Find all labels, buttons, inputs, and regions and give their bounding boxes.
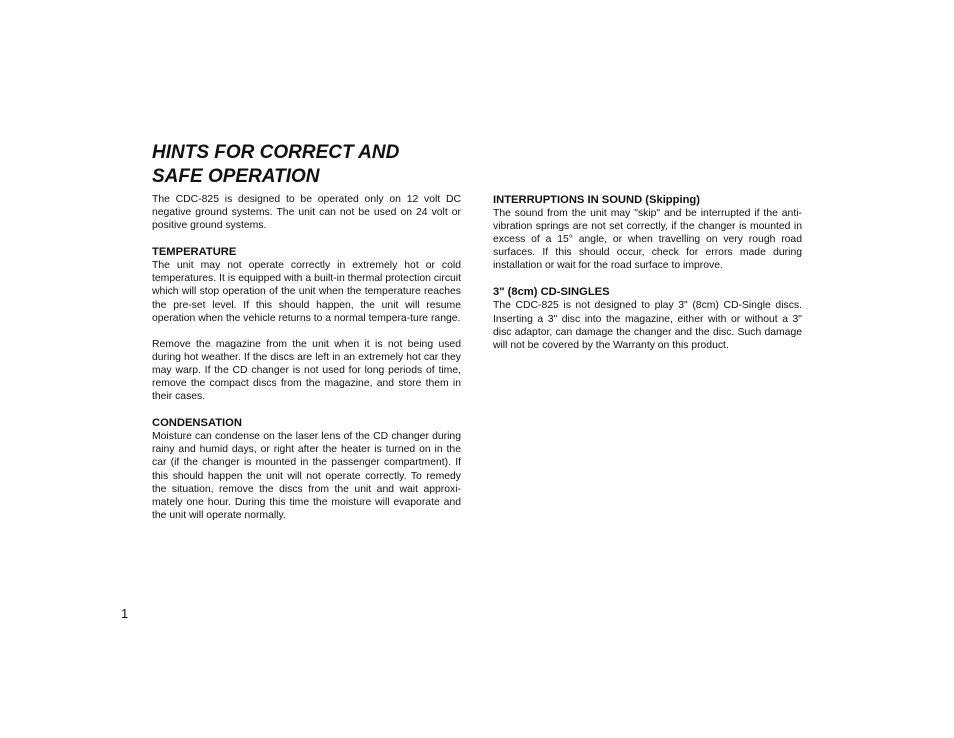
cd-singles-paragraph: The CDC-825 is not designed to play 3" (8cm) CD-Single discs. Inserting a 3" disc into the magazine, either with or without a 3" disc adaptor, can damage the changer and the disc. Such damage will not be covered by the Warranty on this product. [493, 300, 802, 351]
cd-singles-section [493, 285, 802, 351]
interruptions-section [493, 193, 802, 272]
right-column [493, 193, 802, 365]
temperature-paragraph-2: Remove the magazine from the unit when it is not being used during hot weather. If the discs are left in an extremely hot car they may warp. If the CD changer is not used for long periods of time, remove the compact discs from the magazine, and store them in their cases. [152, 338, 461, 403]
page-number: 1 [121, 606, 129, 621]
left-column [152, 193, 461, 535]
page-title-line-2: SAFE OPERATION [152, 166, 320, 187]
temperature-paragraph-1: The unit may not operate correctly in extremely hot or cold temperatures. It is equipped with a built-in thermal protection circuit which will stop operation of the unit when the temperature reaches the pre-set level. If this should happen, the unit will resume operation when the vehicle returns to a normal tempera-ture range. [152, 260, 461, 324]
temperature-section [152, 245, 461, 403]
condensation-heading: CONDENSATION [152, 417, 242, 430]
page-title [152, 141, 472, 189]
interruptions-heading: INTERRUPTIONS IN SOUND (Skipping) [493, 194, 700, 206]
page-title-line-1: HINTS FOR CORRECT AND [152, 142, 400, 163]
temperature-heading: TEMPERATURE [152, 246, 237, 259]
cd-singles-heading: 3" (8cm) CD-SINGLES [493, 286, 610, 299]
intro-paragraph: The CDC-825 is designed to be operated only on 12 volt DC negative ground systems. The unit can not be used on 24 volt or positive ground systems. [152, 194, 461, 232]
condensation-section [152, 416, 461, 522]
interruptions-paragraph: The sound from the unit may "skip" and be interrupted if the anti-vibration springs are not set correctly, if the changer is mounted in excess of a 15° angle, or when travelling on very rough road surfaces. If this should occur, check for errors made during installation or wait for the road surface to improve. [493, 208, 802, 272]
condensation-paragraph: Moisture can condense on the laser lens of the CD changer during rainy and humid days, or right after the heater is turned on in the car (if the changer is mounted in the passenger compartment). If this should happen the unit will not operate correctly. To remedy the situation, remove the discs from the unit and wait approxi-mately one hour. During this time the moisture will evaporate and the unit will operate normally. [152, 431, 461, 521]
